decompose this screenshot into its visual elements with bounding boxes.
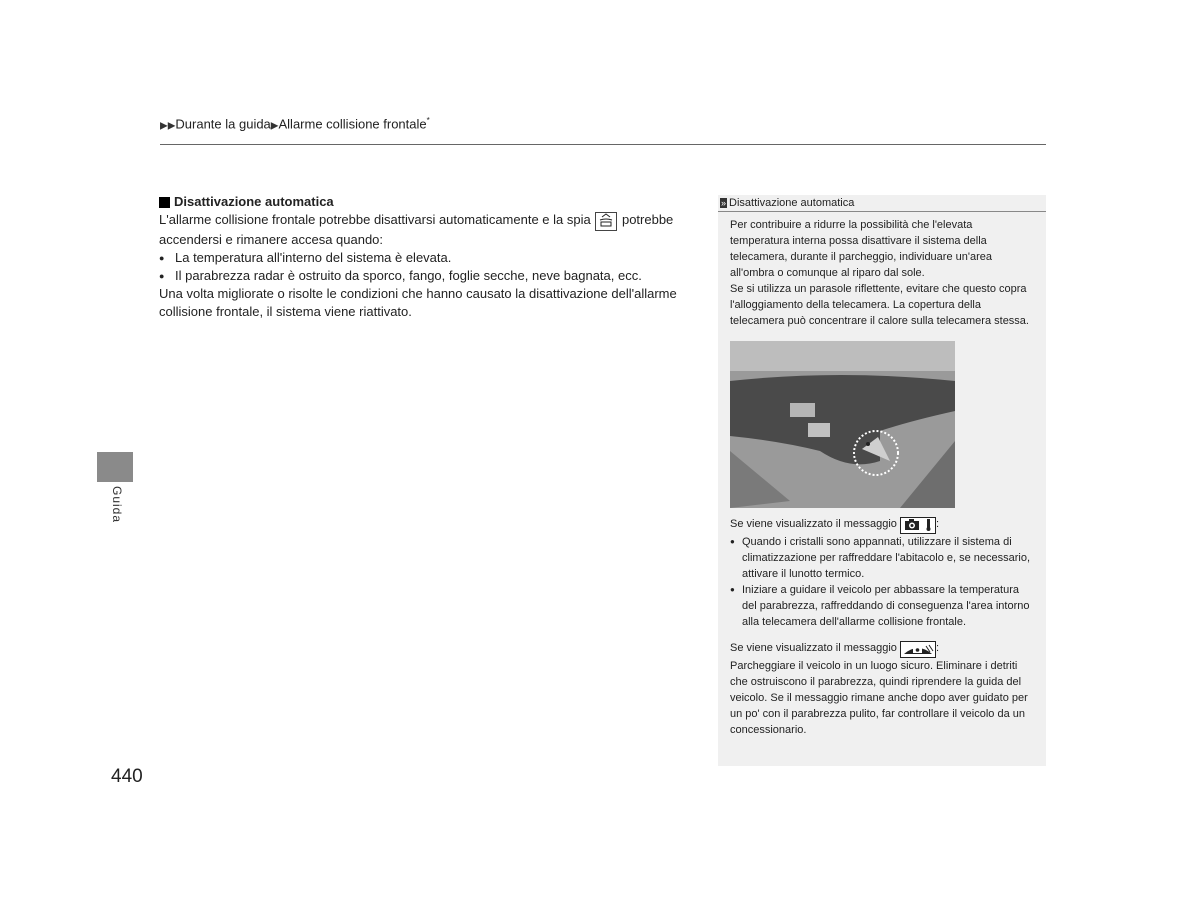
msg1-colon: : bbox=[935, 518, 940, 530]
square-bullet-icon bbox=[159, 197, 170, 208]
breadcrumb bbox=[160, 116, 430, 131]
list-item: ● Il parabrezza radar è ostruito da sporco, fango, foglie secche, neve bagnata, ecc. bbox=[159, 267, 689, 285]
note-title: Disattivazione automatica bbox=[729, 197, 855, 209]
side-note bbox=[718, 195, 1046, 766]
note-paragraph-2: Se si utilizza un parasole riflettente, evitare che questo copra l'alloggiamento della telecamera. La copertura della telecamera può concentrare il calore sulla telecamera stessa. bbox=[730, 283, 1029, 327]
intro-text-b: potrebbe bbox=[621, 212, 674, 227]
intro-text-c: accendersi e rimanere accesa quando: bbox=[159, 232, 384, 247]
list-item: ● Quando i cristalli sono appannati, utilizzare il sistema di climatizzazione per raffreddare l'abitacolo e, se necessario, attivare il lunotto termico. bbox=[730, 534, 1034, 582]
breadcrumb-level2[interactable]: Allarme collisione frontale bbox=[278, 116, 427, 132]
double-chevron-icon: » bbox=[721, 198, 727, 208]
list-item: ● La temperatura all'interno del sistema è elevata. bbox=[159, 249, 689, 267]
triangle-right-icon: ▶ bbox=[270, 120, 279, 132]
camera-temperature-icon bbox=[900, 517, 936, 534]
page-number: 440 bbox=[111, 766, 143, 787]
note-paragraph-1: Per contribuire a ridurre la possibilità che l'elevata temperatura interna possa disattivare il sistema della telecamera, durante il parcheggio, individuare un'area all'ombra o comunque al riparo dal sole. bbox=[730, 219, 992, 279]
msg2-line bbox=[730, 640, 1034, 658]
intro-paragraph bbox=[159, 211, 689, 249]
msg1-list bbox=[730, 534, 1034, 630]
condition-list bbox=[159, 249, 689, 285]
main-content bbox=[159, 193, 689, 321]
note-header bbox=[718, 195, 1046, 212]
triangle-right-icon: ▶▶ bbox=[160, 120, 176, 132]
msg2-label: Se viene visualizzato il messaggio bbox=[730, 642, 897, 654]
breadcrumb-level1[interactable]: Durante la guida bbox=[175, 116, 271, 132]
list-item: ● Iniziare a guidare il veicolo per abbassare la temperatura del parabrezza, raffreddando di conseguenza l'area intorno alla telecamera dell'allarme collisione frontale. bbox=[730, 582, 1034, 630]
chapter-label: Guida bbox=[110, 486, 124, 524]
closing-paragraph: Una volta migliorate o risolte le condizioni che hanno causato la disattivazione dell'allarme collisione frontale, il sistema viene riattivato. bbox=[159, 286, 677, 319]
intro-text-a: L'allarme collisione frontale potrebbe disattivarsi automaticamente e la spia bbox=[159, 212, 591, 227]
msg2-colon: : bbox=[935, 642, 940, 654]
header-divider bbox=[160, 144, 1046, 145]
msg1-label: Se viene visualizzato il messaggio bbox=[730, 518, 897, 530]
camera-windshield-icon bbox=[900, 641, 936, 658]
windshield-camera-photo bbox=[730, 341, 955, 508]
chapter-tab[interactable] bbox=[97, 452, 133, 482]
msg1-line bbox=[730, 516, 1034, 534]
section-heading-text: Disattivazione automatica bbox=[174, 194, 334, 209]
section-heading bbox=[159, 193, 689, 211]
msg2-text: Parcheggiare il veicolo in un luogo sicuro. Eliminare i detriti che ostruiscono il parabrezza, quindi riprendere la guida del veicolo. Se il messaggio rimane anche dopo aver guidato per un po' con il parabrezza pulito, far controllare il veicolo da un concessionario. bbox=[730, 660, 1028, 736]
collision-warning-lamp-icon bbox=[595, 212, 617, 231]
option-marker: * bbox=[426, 116, 430, 125]
